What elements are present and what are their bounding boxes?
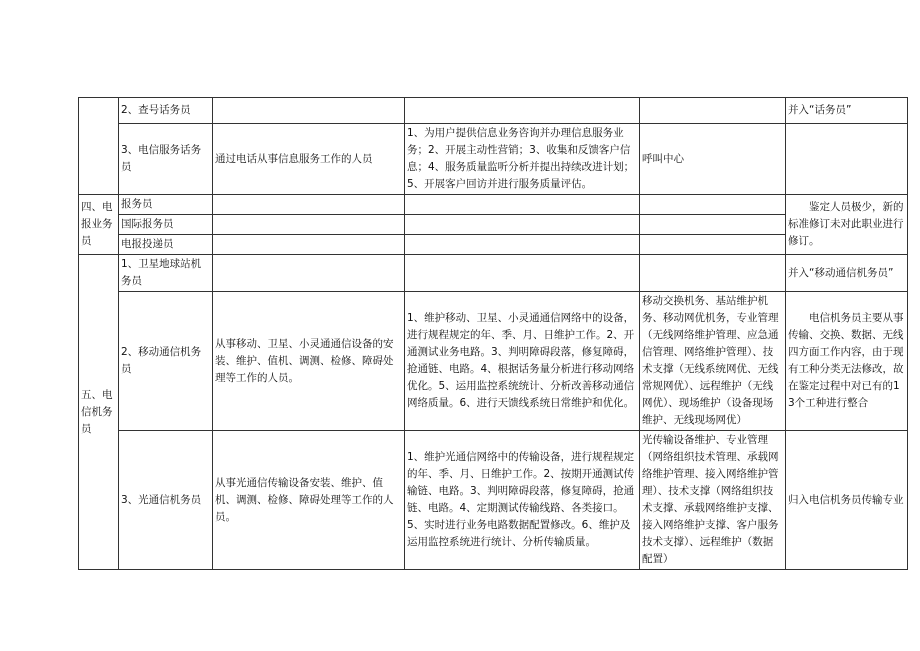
group-cell-empty: [79, 98, 119, 195]
job-tasks: 1、维护移动、卫星、小灵通通信网络中的设备，进行规程规定的年、季、月、日维护工作。2、开通测试业务电路。3、判明障碍段落，修复障碍，抢通链、电路。4、根据话务量分析进行移动网络优化。5、运用监控系统统计、分析改善移动通信网络质量。6、进行天馈线系统日常维护和优化。: [405, 292, 640, 431]
job-tasks: [405, 98, 640, 124]
job-name: 2、查号话务员: [119, 98, 213, 124]
table-row: [79, 235, 908, 255]
table-row: [79, 124, 908, 195]
group-label: 五、电信机务员: [79, 255, 119, 570]
job-name: 报务员: [119, 195, 213, 215]
job-tasks: 1、为用户提供信息业务咨询并办理信息服务业务；2、开展主动性营销；3、收集和反馈客户信息；4、服务质量监听分析并提出持续改进计划；5、开展客户回访并进行服务质量评估。: [405, 124, 640, 195]
table-row: [79, 195, 908, 215]
job-name: 3、光通信机务员: [119, 431, 213, 570]
job-field: [640, 98, 786, 124]
job-name: 2、移动通信机务员: [119, 292, 213, 431]
job-note: 并入“移动通信机务员”: [786, 255, 908, 292]
table-row: [79, 431, 908, 570]
table-row: [79, 215, 908, 235]
table-row: [79, 98, 908, 124]
job-description: 从事光通信传输设备安装、维护、值机、调测、检修、障碍处理等工作的人员。: [213, 431, 405, 570]
group-label: 四、电报业务员: [79, 195, 119, 255]
table-row: [79, 255, 908, 292]
job-name: 国际报务员: [119, 215, 213, 235]
job-note: 电信机务员主要从事传输、交换、数据、无线四方面工作内容，由于现有工种分类无法修改，故在鉴定过程中对已有的13个工种进行整合: [786, 292, 908, 431]
job-name: 3、电信服务话务员: [119, 124, 213, 195]
job-description: [213, 98, 405, 124]
job-note: [786, 124, 908, 195]
occupation-table: [78, 97, 908, 570]
job-description: 通过电话从事信息服务工作的人员: [213, 124, 405, 195]
job-name: 电报投递员: [119, 235, 213, 255]
job-name: 1、卫星地球站机务员: [119, 255, 213, 292]
job-note: 归入电信机务员传输专业: [786, 431, 908, 570]
job-note: 并入“话务员”: [786, 98, 908, 124]
job-tasks: 1、维护光通信网络中的传输设备，进行规程规定的年、季、月、日维护工作。2、按期开通测试传输链、电路。3、判明障碍段落，修复障碍，抢通链、电路。4、定期测试传输线路、各类接口。5、实时进行业务电路数据配置修改。6、维护及运用监控系统进行统计、分析传输质量。: [405, 431, 640, 570]
table-row: [79, 292, 908, 431]
group-note: 鉴定人员极少，新的标准修订未对此职业进行修订。: [786, 195, 908, 255]
job-field: 移动交换机务、基站维护机务、移动网优机务，专业管理（无线网络维护管理、应急通信管理、网络维护管理）、技术支撑（无线系统网优、无线常规网优）、远程维护（无线网优）、现场维护（设备现场维护、无线现场网优）: [640, 292, 786, 431]
job-description: 从事移动、卫星、小灵通通信设备的安装、维护、值机、调测、检修、障碍处理等工作的人员。: [213, 292, 405, 431]
job-field: 呼叫中心: [640, 124, 786, 195]
job-field: 光传输设备维护、专业管理（网络组织技术管理、承载网络维护管理、接入网络维护管理）、技术支撑（网络组织技术支撑、承载网络维护支撑、接入网络维护支撑、客户服务技术支撑）、远程维护（数据配置）: [640, 431, 786, 570]
